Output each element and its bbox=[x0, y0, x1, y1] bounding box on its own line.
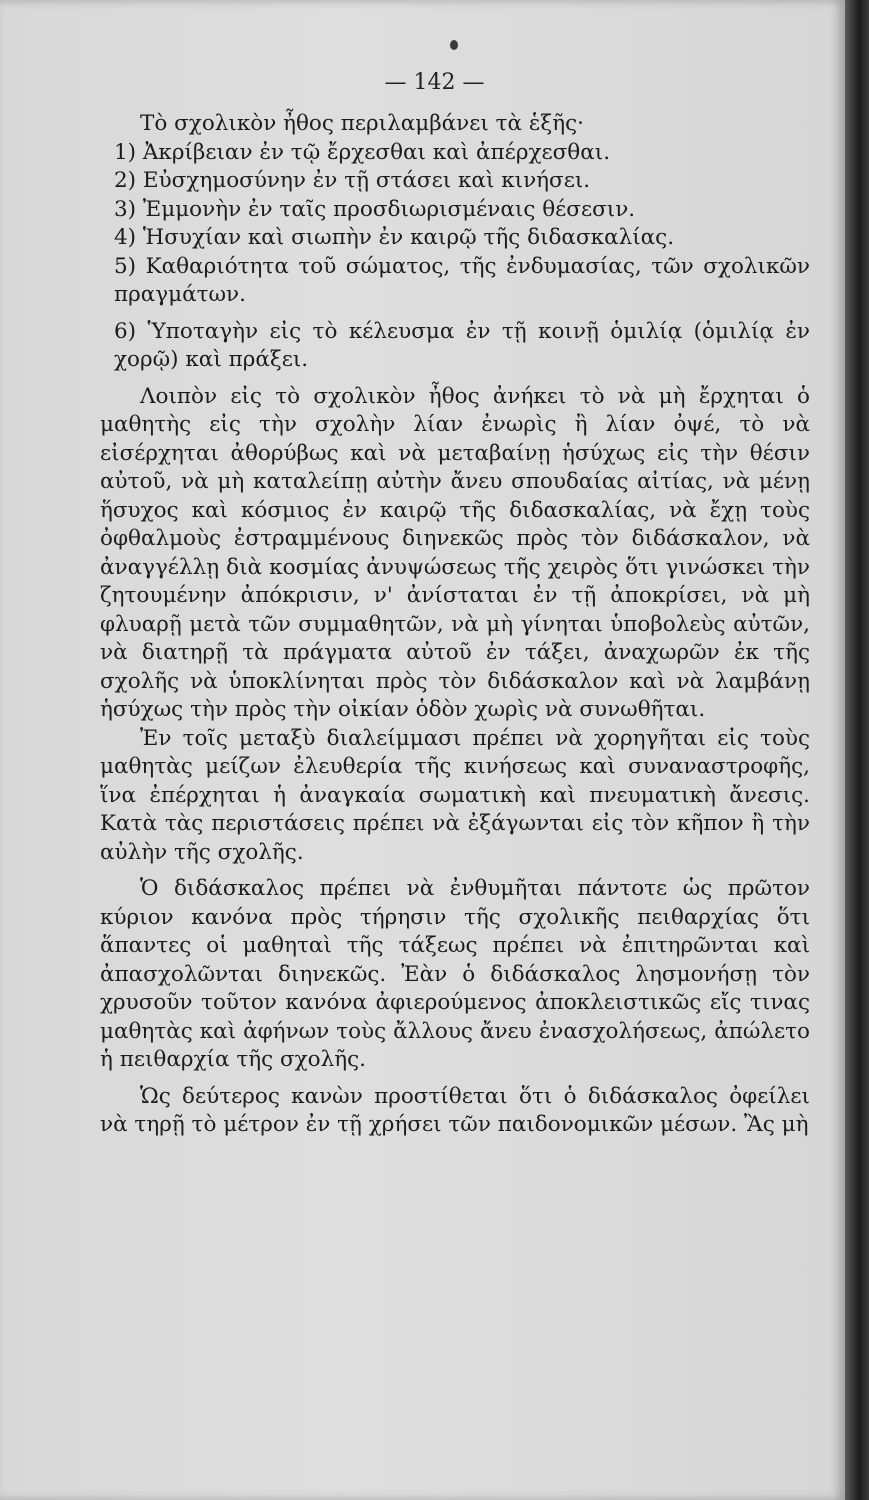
paragraph-1: Λοιπὸν εἰς τὸ σχολικὸν ἦθος ἀνήκει τὸ νὰ μὴ ἔρχηται ὁ μαθητὴς εἰς τὴν σχολὴν λίαν ἐνωρὶς ἢ λίαν ὀψέ, τὸ νὰ εἰσέρχηται ἀθορύβως καὶ νὰ μεταβαίνῃ ἡσύχως εἰς τὴν θέσιν αὐτοῦ, νὰ μὴ καταλείπῃ αὐτὴν ἄνευ σπουδαίας αἰτίας, νὰ μένῃ ἥσυχος καὶ κόσμιος ἐν καιρῷ τῆς διδασκαλίας, νὰ ἔχῃ τοὺς ὀφθαλμοὺς ἐστραμμένους διηνεκῶς πρὸς τὸν διδάσκαλον, νὰ ἀναγγέλλῃ διὰ κοσμίας ἀνυψώσεως τῆς χειρὸς ὅτι γινώσκει τὴν ζητουμένην ἀπόκρισιν, ν' ἀνίσταται ἐν τῇ ἀποκρίσει, νὰ μὴ φλυαρῇ μετὰ τῶν συμμαθητῶν, νὰ μὴ γίνηται ὑποβολεὺς αὐτῶν, νὰ διατηρῇ τὰ πράγματα αὐτοῦ ἐν τάξει, ἀναχωρῶν ἐκ τῆς σχολῆς νὰ ὑποκλίνηται πρὸς τὸν διδάσκαλον καὶ νὰ λαμβάνῃ ἡσύχως τὴν πρὸς τὴν οἰκίαν ὁδὸν χωρὶς νὰ συνωθῆται. bbox=[100, 383, 810, 722]
paragraph-3: Ὁ διδάσκαλος πρέπει νὰ ἐνθυμῆται πάντοτε ὡς πρῶτον κύριον κανόνα πρὸς τήρησιν τῆς σχολικῆς πειθαρχίας ὅτι ἅπαντες οἱ μαθηταὶ τῆς τάξεως πρέπει νὰ ἐπιτηρῶνται καὶ ἀπασχολῶνται διηνεκῶς. Ἐὰν ὁ διδάσκαλος λησμονήσῃ τὸν χρυσοῦν τοῦτον κανόνα ἀφιερούμενος ἀποκλειστικῶς εἴς τινας μαθητὰς καὶ ἀφήνων τοὺς ἄλλους ἄνευ ἐνασχολήσεως, ἀπώλετο ἡ πειθαρχία τῆς σχολῆς. bbox=[100, 876, 810, 1072]
list-item-2: 2) Εὐσχημοσύνην ἐν τῇ στάσει καὶ κινήσει. bbox=[114, 168, 591, 193]
list-item-6: 6) Ὑποταγὴν εἰς τὸ κέλευσμα ἐν τῇ κοινῇ ὁμιλίᾳ (ὁμιλίᾳ ἐν χορῷ) καὶ πράξει. bbox=[114, 318, 810, 372]
intro-line: Τὸ σχολικὸν ἦθος περιλαμβάνει τὰ ἑξῆς· bbox=[140, 111, 585, 136]
list-item-3: 3) Ἐμμονὴν ἐν ταῖς προσδιωρισμέναις θέσεσιν. bbox=[114, 196, 636, 222]
page-body bbox=[100, 110, 810, 1140]
list-item-1: 1) Ἀκρίβειαν ἐν τῷ ἔρχεσθαι καὶ ἀπέρχεσθαι. bbox=[114, 139, 611, 165]
list-item-4: 4) Ἡσυχίαν καὶ σιωπὴν ἐν καιρῷ τῆς διδασκαλίας. bbox=[114, 225, 675, 250]
book-spine bbox=[845, 0, 869, 1500]
list-item-5: 5) Καθαριότητα τοῦ σώματος, τῆς ἐνδυμασίας, τῶν σχολικῶν πραγμάτων. bbox=[114, 253, 810, 307]
ink-spot bbox=[450, 40, 458, 50]
page-number: — 142 — bbox=[384, 70, 485, 95]
paragraph-2: Ἐν τοῖς μεταξὺ διαλείμμασι πρέπει νὰ χορηγῆται εἰς τοὺς μαθητὰς μείζων ἐλευθερία τῆς κινήσεως καὶ συναναστροφῆς, ἵνα ἐπέρχηται ἡ ἀναγκαία σωματικὴ καὶ πνευματικὴ ἄνεσις. Κατὰ τὰς περιστάσεις πρέπει νὰ ἐξάγωνται εἰς τὸν κῆπον ἢ τὴν αὐλὴν τῆς σχολῆς. bbox=[100, 725, 810, 865]
paragraph-4: Ὡς δεύτερος κανὼν προστίθεται ὅτι ὁ διδάσκαλος ὀφείλει νὰ τηρῇ τὸ μέτρον ἐν τῇ χρήσει τῶν παιδονομικῶν μέσων. Ἂς μὴ bbox=[100, 1083, 810, 1137]
